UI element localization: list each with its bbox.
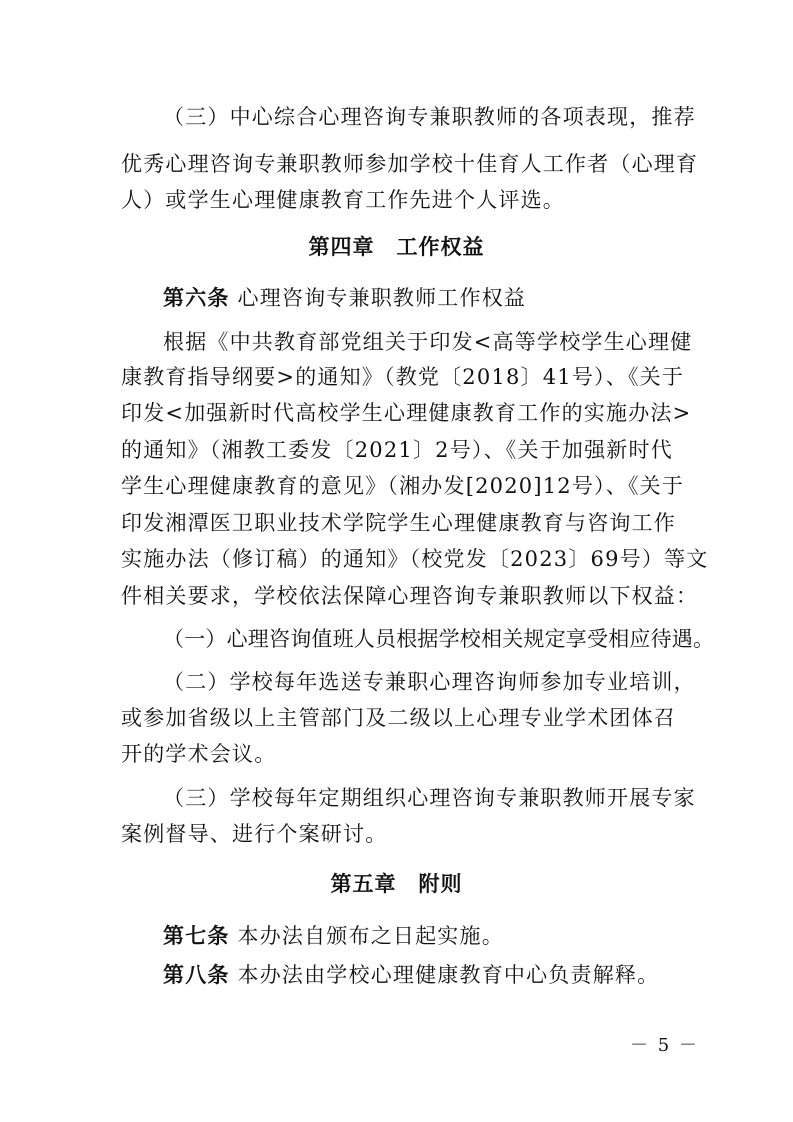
paragraph-line: 件相关要求，学校依法保障心理咨询专兼职教师以下权益： — [121, 584, 699, 608]
article-paragraph — [163, 961, 659, 989]
list-item: （一）心理咨询值班人员根据学校相关规定享受相应待遇。 — [163, 627, 715, 651]
article-paragraph — [163, 922, 504, 950]
paragraph-line: 印发<加强新时代高校学生心理健康教育工作的实施办法> — [121, 401, 692, 425]
article-label: 第七条 — [163, 924, 230, 948]
paragraph-line: 印发湘潭医卫职业技术学院学生心理健康教育与咨询工作 — [121, 511, 676, 535]
paragraph-line: 人）或学生心理健康教育工作先进个人评选。 — [121, 188, 565, 212]
paragraph-line: 或参加省级以上主管部门及二级以上心理专业学术团体召 — [121, 706, 676, 730]
article-label: 第六条 — [163, 286, 230, 310]
list-item: （二）学校每年选送专兼职心理咨询师参加专业培训， — [163, 670, 696, 694]
paragraph-line: 开的学术会议。 — [121, 742, 277, 766]
paragraph-line: 实施办法（修订稿）的通知》（校党发〔2023〕69号）等文 — [121, 547, 709, 571]
article-text: 本办法由学校心理健康教育中心负责解释。 — [237, 963, 660, 987]
article-text: 本办法自颁布之日起实施。 — [237, 924, 504, 948]
article-title: 心理咨询专兼职教师工作权益 — [237, 286, 527, 310]
article-label: 第八条 — [163, 963, 230, 987]
article-heading — [163, 284, 526, 312]
chapter-heading: 第四章 工作权益 — [308, 235, 485, 259]
paragraph-line: 学生心理健康教育的意见》（湘办发[2020]12号）、《关于 — [121, 474, 685, 498]
paragraph-line: 根据《中共教育部党组关于印发<高等学校学生心理健 — [163, 330, 693, 354]
list-item: （三）学校每年定期组织心理咨询专兼职教师开展专家 — [163, 786, 696, 810]
chapter-heading: 第五章 附则 — [330, 872, 463, 896]
paragraph-line: 案例督导、进行个案研讨。 — [121, 822, 388, 846]
paragraph-line: 康教育指导纲要>的通知》（教党〔2018〕41号）、《关于 — [121, 365, 685, 389]
paragraph-line: 优秀心理咨询专兼职教师参加学校十佳育人工作者（心理育 — [121, 152, 699, 176]
paragraph-line: 的通知》（湘教工委发〔2021〕2号）、《关于加强新时代 — [121, 438, 673, 462]
page-number: － 5 － — [630, 1035, 699, 1056]
paragraph-line: （三）中心综合心理咨询专兼职教师的各项表现，推荐 — [163, 105, 696, 129]
